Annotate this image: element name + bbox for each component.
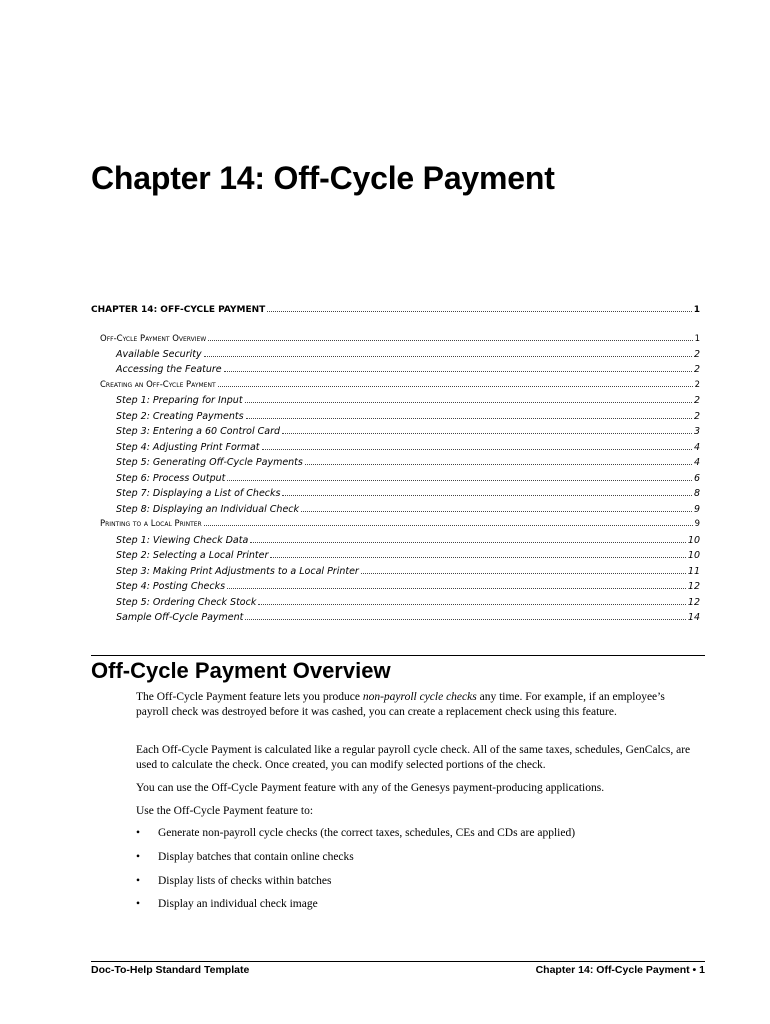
- toc-entry-page: 14: [687, 612, 700, 623]
- toc-entry-page: 1: [693, 305, 700, 315]
- toc-entry-page: 8: [693, 488, 700, 499]
- toc-entry-text: Available Security: [116, 349, 202, 360]
- bullet-text: Generate non-payroll cycle checks (the correct taxes, schedules, CEs and CDs are applied): [158, 827, 576, 839]
- toc-leader: [208, 340, 692, 341]
- bullet-icon: •: [136, 827, 141, 839]
- bullet-text: Display lists of checks within batches: [158, 875, 332, 887]
- paragraph-intro: [136, 690, 691, 720]
- section-divider: [91, 655, 705, 656]
- toc-entry-text: Step 1: Preparing for Input: [116, 395, 243, 406]
- toc-entry-text: Step 7: Displaying a List of Checks: [116, 488, 281, 499]
- toc-leader: [250, 542, 686, 543]
- toc-entry[interactable]: [116, 411, 700, 426]
- toc-entry[interactable]: [116, 426, 700, 441]
- toc-entry[interactable]: [116, 581, 700, 596]
- toc-leader: [305, 464, 692, 465]
- toc-entry-page: 9: [693, 504, 700, 515]
- toc-leader: [361, 573, 686, 574]
- toc-entry-text: Step 4: Adjusting Print Format: [116, 442, 260, 453]
- toc-entry-page: 9: [694, 519, 700, 529]
- toc-entry[interactable]: [116, 566, 700, 581]
- toc-entry[interactable]: [100, 380, 700, 395]
- section-heading: Off-Cycle Payment Overview: [91, 658, 391, 683]
- toc-entry[interactable]: [116, 488, 700, 503]
- paragraph-text: any time. For example, if an employee’s payroll check was destroyed before it was cashed, you can create a replacement check using this feature.: [136, 691, 665, 718]
- toc-entry[interactable]: [116, 364, 700, 379]
- footer-template-name: Doc-To-Help Standard Template: [91, 964, 250, 976]
- toc-entry-page: 4: [693, 442, 700, 453]
- toc-leader: [227, 480, 692, 481]
- toc-entry[interactable]: [116, 597, 700, 612]
- bullet-icon: •: [136, 875, 141, 887]
- toc-entry-text: Step 5: Ordering Check Stock: [116, 597, 257, 608]
- toc-entry-page: 6: [693, 473, 700, 484]
- paragraph-applications: You can use the Off-Cycle Payment feature with any of the Genesys payment-producing applications.: [136, 782, 605, 794]
- toc-leader: [224, 371, 692, 372]
- toc-entry-text: Printing to a Local Printer: [100, 519, 202, 529]
- toc-entry-text: Step 8: Displaying an Individual Check: [116, 504, 300, 515]
- bullet-icon: •: [136, 851, 141, 863]
- toc-entry-text: Step 6: Process Output: [116, 473, 226, 484]
- toc-leader: [270, 557, 686, 558]
- toc-entry[interactable]: [100, 519, 700, 534]
- toc-entry-page: 10: [687, 535, 700, 546]
- paragraph-text: The Off-Cycle Payment feature lets you produce: [136, 691, 363, 703]
- toc-entry-page: 2: [693, 395, 700, 406]
- toc-entry[interactable]: [116, 442, 700, 457]
- toc-entry-page: 10: [687, 550, 700, 561]
- toc-leader: [245, 619, 686, 620]
- toc-entry-text: Off-Cycle Payment Overview: [100, 334, 207, 344]
- toc-entry-page: 11: [687, 566, 700, 577]
- toc-entry-text: Step 3: Making Print Adjustments to a Local Printer: [116, 566, 359, 577]
- toc-entry-text: Step 4: Posting Checks: [116, 581, 226, 592]
- toc-leader: [262, 449, 692, 450]
- bullet-icon: •: [136, 898, 141, 910]
- toc-entry-page: 3: [693, 426, 700, 437]
- toc-entry[interactable]: [116, 473, 700, 488]
- bullet-item: [136, 850, 691, 865]
- footer-divider: [91, 961, 705, 962]
- toc-entry[interactable]: [116, 349, 700, 364]
- emphasis-text: non-payroll cycle checks: [362, 691, 477, 703]
- toc-leader: [227, 588, 686, 589]
- toc-entry-page: 1: [694, 334, 700, 344]
- toc-entry-text: Accessing the Feature: [116, 364, 222, 375]
- bullet-text: Display an individual check image: [158, 898, 318, 910]
- bullet-item: [136, 897, 691, 912]
- toc-entry-page: 12: [687, 597, 700, 608]
- toc-entry-page: 2: [693, 411, 700, 422]
- toc-entry[interactable]: [116, 535, 700, 550]
- paragraph-use-intro: Use the Off-Cycle Payment feature to:: [136, 805, 314, 817]
- toc-leader: [267, 311, 691, 312]
- toc-entry-page: 12: [687, 581, 700, 592]
- toc-entry-text: CHAPTER 14: OFF-CYCLE PAYMENT: [91, 305, 266, 315]
- toc-entry[interactable]: [116, 550, 700, 565]
- toc-leader: [282, 495, 691, 496]
- toc-entry-page: 2: [693, 364, 700, 375]
- toc-entry-page: 2: [693, 349, 700, 360]
- toc-entry-page: 4: [693, 457, 700, 468]
- toc-leader: [204, 525, 693, 526]
- footer-page-label: Chapter 14: Off-Cycle Payment • 1: [535, 964, 705, 976]
- toc-entry-page: 2: [694, 380, 700, 390]
- toc-leader: [301, 511, 692, 512]
- toc-leader: [204, 356, 692, 357]
- toc-entry-text: Step 2: Selecting a Local Printer: [116, 550, 269, 561]
- toc-entry[interactable]: [100, 334, 700, 349]
- bullet-item: [136, 874, 691, 889]
- toc-entry-text: Step 3: Entering a 60 Control Card: [116, 426, 281, 437]
- toc-entry[interactable]: [116, 395, 700, 410]
- toc-entry[interactable]: [116, 612, 700, 627]
- toc-leader: [246, 418, 692, 419]
- toc-leader: [218, 386, 693, 387]
- toc-entry-text: Step 2: Creating Payments: [116, 411, 244, 422]
- toc-entry[interactable]: [116, 457, 700, 472]
- toc-entry-text: Step 1: Viewing Check Data: [116, 535, 249, 546]
- toc-leader: [245, 402, 692, 403]
- toc-entry-text: Creating an Off-Cycle Payment: [100, 380, 216, 390]
- toc-entry-text: Step 5: Generating Off-Cycle Payments: [116, 457, 303, 468]
- toc-entry[interactable]: [116, 504, 700, 519]
- chapter-title: Chapter 14: Off-Cycle Payment: [91, 160, 555, 196]
- toc-leader: [282, 433, 692, 434]
- paragraph-calculation: Each Off-Cycle Payment is calculated like a regular payroll cycle check. All of the same taxes, schedules, GenCalcs, are used to calculate the check. Once created, you can modify selected portions of the check.: [136, 744, 691, 771]
- toc-leader: [258, 604, 686, 605]
- toc-entry-text: Sample Off-Cycle Payment: [116, 612, 244, 623]
- bullet-item: [136, 826, 691, 841]
- toc-entry[interactable]: [91, 305, 700, 320]
- bullet-text: Display batches that contain online checks: [158, 851, 354, 863]
